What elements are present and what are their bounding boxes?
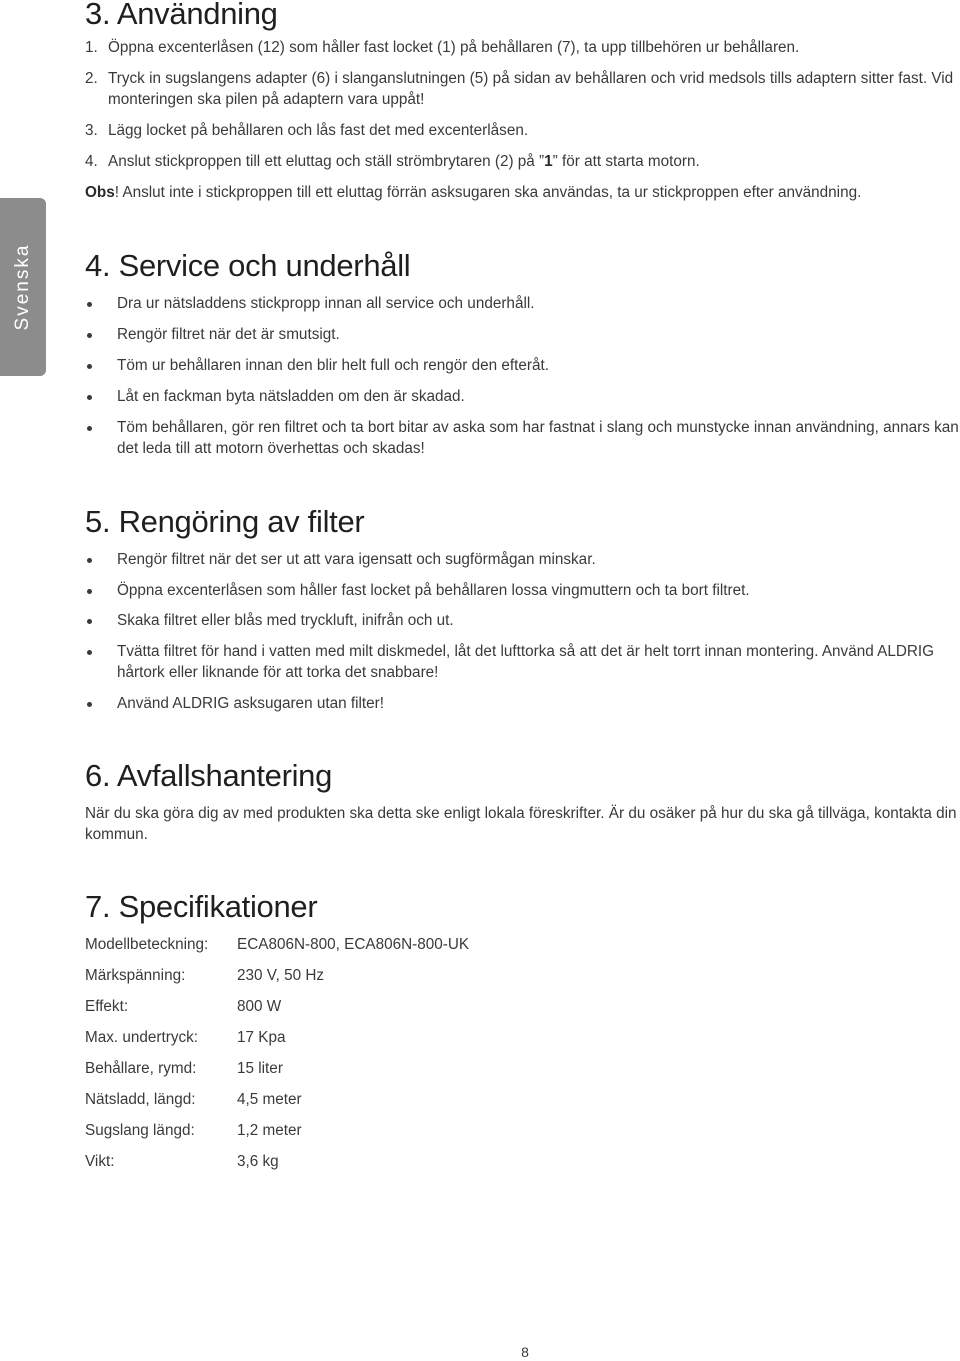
section-title-filter: 5. Rengöring av filter [85, 504, 365, 539]
spec-value: 1,2 meter [237, 1122, 302, 1139]
filter-bullet-text: Använd ALDRIG asksugaren utan filter! [117, 695, 384, 712]
usage-step-number: 1. [85, 39, 98, 56]
filter-bullet-text: Rengör filtret när det ser ut att vara igensatt och sugförmågan minskar. [117, 551, 596, 568]
usage-step-number: 2. [85, 70, 98, 87]
filter-bullet [85, 610, 960, 631]
usage-step-text: Öppna excenterlåsen (12) som håller fast locket (1) på behållaren (7), ta upp tillbehören ur behållaren. [108, 39, 800, 56]
filter-bullet [85, 580, 960, 601]
spec-label: Märkspänning: [85, 967, 186, 984]
section-title-service: 4. Service och underhåll [85, 248, 411, 283]
section-title-usage: 3. Användning [85, 0, 278, 31]
filter-bullet-text: Tvätta filtret för hand i vatten med milt diskmedel, låt det lufttorka så att det är helt torrt innan montering. Använd ALDRIG hårtork eller liknande för att torka det snabbare! [117, 643, 935, 681]
spec-value: 800 W [237, 998, 282, 1015]
filter-bullet [85, 549, 960, 570]
usage-step-text: Lägg locket på behållaren och lås fast det med excenterlåsen. [108, 122, 529, 139]
filter-bullet-text: Öppna excenterlåsen som håller fast locket på behållaren lossa vingmuttern och ta bort filtret. [117, 582, 750, 599]
service-bullet [85, 293, 960, 314]
spec-label: Modellbeteckning: [85, 936, 209, 953]
spec-label: Nätsladd, längd: [85, 1091, 196, 1108]
service-bullet [85, 324, 960, 345]
language-tab-label: Svenska [12, 243, 33, 331]
spec-label: Max. undertryck: [85, 1029, 199, 1046]
note-text: ! Anslut inte i stickproppen till ett eluttag förrän asksugaren ska användas, ta ur stickproppen efter användning. [114, 184, 862, 201]
service-bullet-text: Töm ur behållaren innan den blir helt full och rengör den efteråt. [117, 357, 549, 374]
filter-bullet-text: Skaka filtret eller blås med tryckluft, inifrån och ut. [117, 612, 454, 629]
spec-label: Vikt: [85, 1153, 115, 1170]
usage-step-number: 3. [85, 122, 98, 139]
usage-step [85, 37, 960, 58]
spec-value: 17 Kpa [237, 1029, 286, 1046]
spec-label: Behållare, rymd: [85, 1060, 197, 1077]
page-number: 8 [521, 1344, 529, 1360]
service-bullet [85, 417, 960, 459]
service-bullet-text: Rengör filtret när det är smutsigt. [117, 326, 340, 343]
usage-step [85, 68, 960, 110]
section-title-specs: 7. Specifikationer [85, 889, 318, 924]
service-bullet [85, 386, 960, 407]
spec-value: 15 liter [237, 1060, 283, 1077]
switch-position: 1 [544, 153, 553, 170]
spec-value: 4,5 meter [237, 1091, 302, 1108]
service-bullet-text: Töm behållaren, gör ren filtret och ta bort bitar av aska som har fastnat i slang och munstycke innan användning, annars kan det leda till att motorn överhettas och skadas! [117, 419, 959, 457]
filter-bullet [85, 693, 960, 714]
usage-step-text: Tryck in sugslangens adapter (6) i slanganslutningen (5) på sidan av behållaren och vrid medsols tills adaptern sitter fast. Vid monteringen ska pilen på adaptern vara uppåt! [108, 70, 954, 108]
service-bullet-text: Dra ur nätsladdens stickpropp innan all service och underhåll. [117, 295, 535, 312]
usage-step-number: 4. [85, 153, 98, 170]
spec-value: 230 V, 50 Hz [237, 967, 325, 984]
usage-note [85, 182, 960, 203]
spec-label: Effekt: [85, 998, 129, 1015]
note-label: Obs [85, 184, 115, 201]
service-bullet-text: Låt en fackman byta nätsladden om den är skadad. [117, 388, 465, 405]
usage-step [85, 151, 960, 172]
spec-value: ECA806N-800, ECA806N-800-UK [237, 936, 470, 953]
section-title-disposal: 6. Avfallshantering [85, 758, 333, 793]
spec-label: Sugslang längd: [85, 1122, 195, 1139]
language-tab [0, 198, 46, 376]
usage-step-text-end: ” för att starta motorn. [552, 153, 700, 170]
spec-value: 3,6 kg [237, 1153, 279, 1170]
usage-step-text-start: Anslut stickproppen till ett eluttag och ställ strömbrytaren (2) på ” [108, 153, 545, 170]
disposal-text: När du ska göra dig av med produkten ska detta ske enligt lokala föreskrifter. Är du osäker på hur du ska gå tillväga, kontakta din kommun. [85, 805, 957, 843]
usage-step [85, 120, 960, 141]
filter-bullet [85, 641, 960, 683]
service-bullet [85, 355, 960, 376]
